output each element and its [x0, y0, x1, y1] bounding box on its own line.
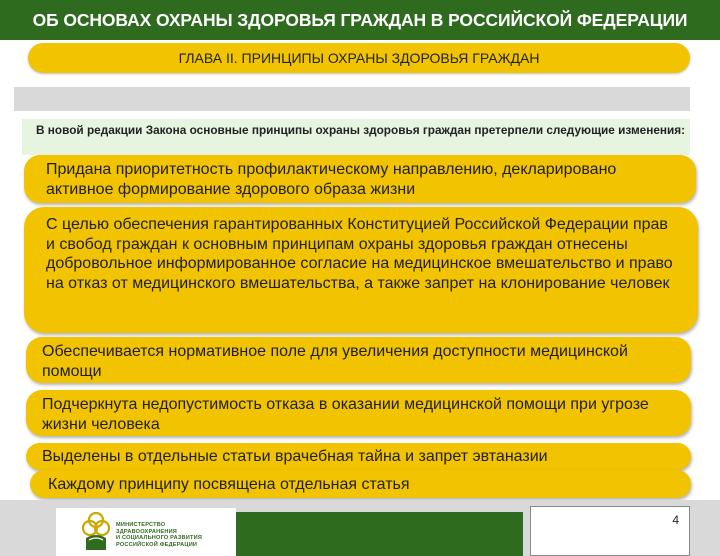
- ministry-logo-icon: [80, 508, 112, 552]
- divider-bar: [14, 87, 690, 111]
- principle-item-2: С целью обеспечения гарантированных Конституцией Российской Федерации прав и свобод граждан к основным принципам охраны здоровья граждан отнесены добровольное информированное согласие на медицинское вмешательство и право на отказ от медицинского вмешательства, а также запрет на клонирование человек: [24, 207, 698, 333]
- page-number: 4: [672, 513, 679, 527]
- principle-item-3: Обеспечивается нормативное поле для увеличения доступности медицинской помощи: [26, 337, 691, 383]
- chapter-heading: ГЛАВА II. ПРИНЦИПЫ ОХРАНЫ ЗДОРОВЬЯ ГРАЖДАН: [28, 43, 690, 73]
- page-number-box: [530, 506, 690, 556]
- principle-item-1: Придана приоритетность профилактическому направлению, декларировано активное формирование здорового образа жизни: [24, 155, 696, 203]
- slide-title: ОБ ОСНОВАХ ОХРАНЫ ЗДОРОВЬЯ ГРАЖДАН В РОССИЙСКОЙ ФЕДЕРАЦИИ: [0, 0, 720, 40]
- intro-text: В новой редакции Закона основные принципы охраны здоровья граждан претерпели следующие изменения:: [22, 119, 690, 155]
- principle-item-4: Подчеркнута недопустимость отказа в оказании медицинской помощи при угрозе жизни человека: [26, 390, 691, 436]
- ministry-logo-text: МИНИСТЕРСТВО ЗДРАВООХРАНЕНИЯ И СОЦИАЛЬНОГО РАЗВИТИЯ РОССИЙСКОЙ ФЕДЕРАЦИИ: [116, 522, 203, 548]
- footer-green-block: [236, 512, 523, 556]
- principle-item-6: Каждому принципу посвящена отдельная статья: [30, 470, 691, 498]
- principle-item-5: Выделены в отдельные статьи врачебная тайна и запрет эвтаназии: [26, 443, 691, 470]
